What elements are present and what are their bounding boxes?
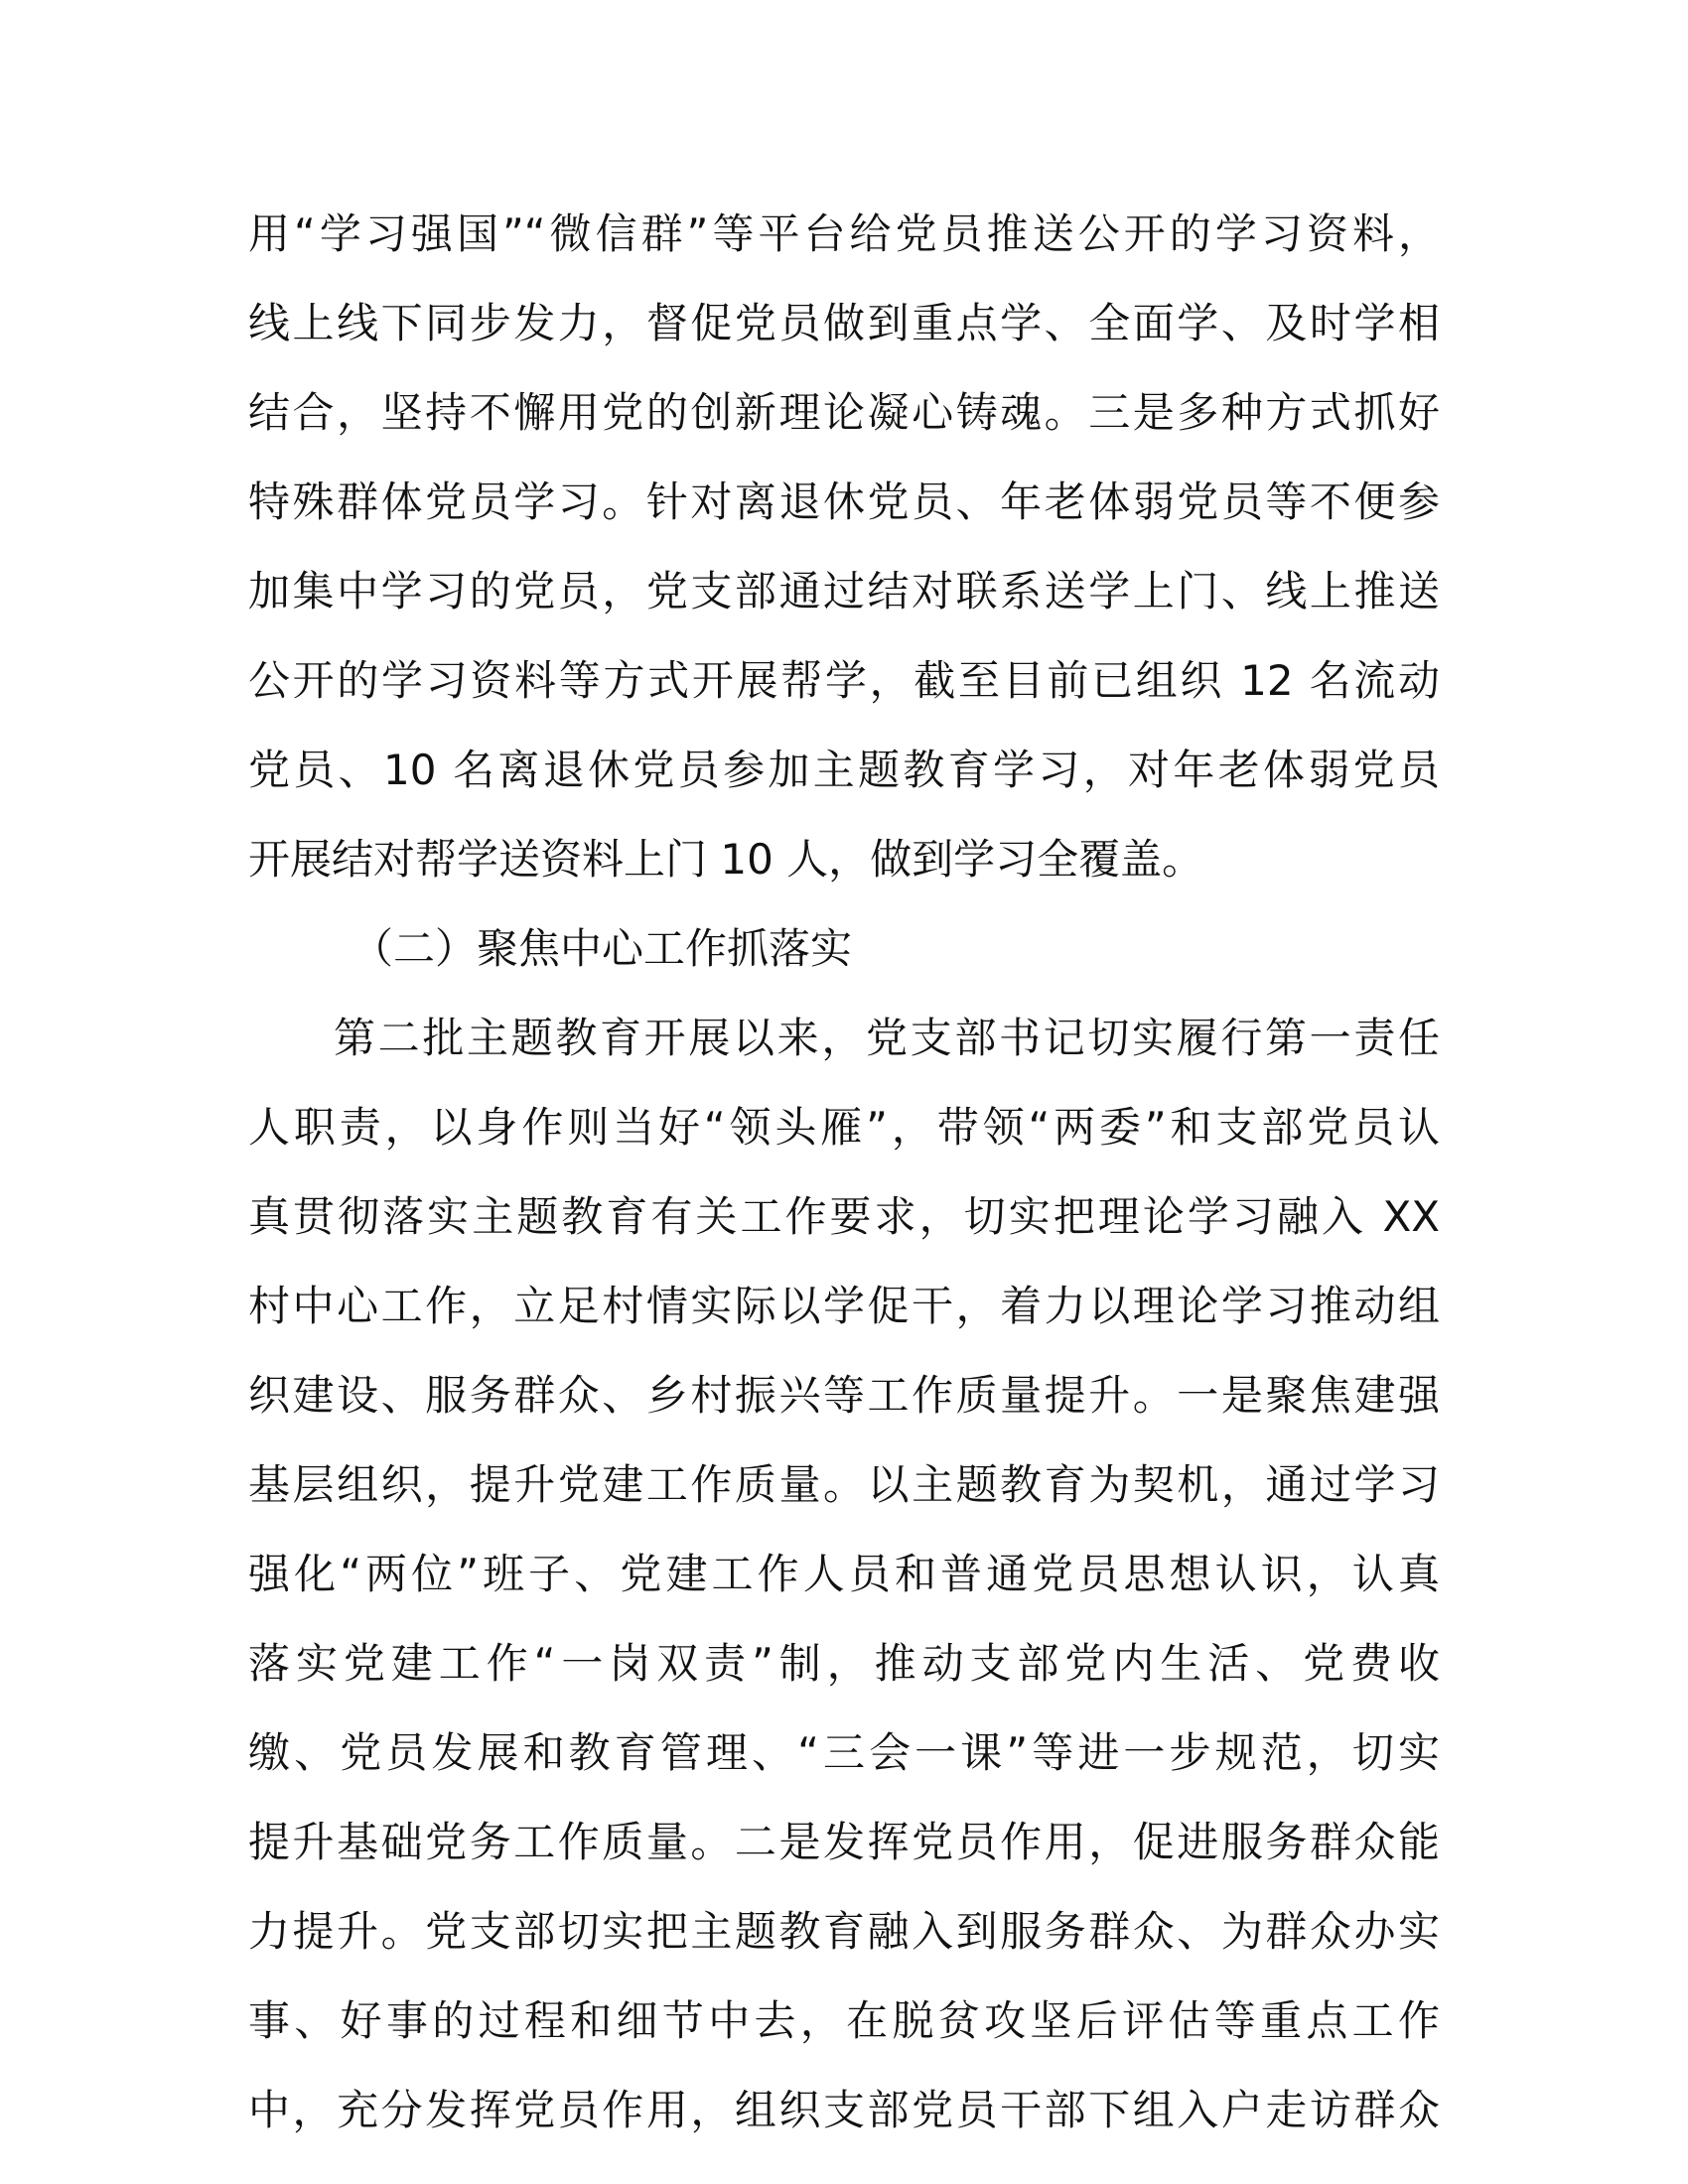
section-heading: （二）聚焦中心工作抓落实 [352, 924, 853, 973]
paragraph-2-line-8: 落实党建工作“一岗双责”制，推动支部党内生活、党费收 [248, 1639, 1440, 1688]
paragraph-2-line-12: 事、好事的过程和细节中去，在脱贫攻坚后评估等重点工作 [248, 1996, 1440, 2045]
paragraph-2-line-10: 提升基础党务工作质量。二是发挥党员作用，促进服务群众能 [248, 1818, 1440, 1866]
paragraph-1-line-5: 加集中学习的党员，党支部通过结对联系送学上门、线上推送 [248, 567, 1440, 615]
paragraph-2-line-4: 村中心工作，立足村情实际以学促干，着力以理论学习推动组 [248, 1282, 1440, 1330]
paragraph-2-line-1: 第二批主题教育开展以来，党支部书记切实履行第一责任 [334, 1014, 1440, 1062]
paragraph-1-line-4: 特殊群体党员学习。针对离退休党员、年老体弱党员等不便参 [248, 478, 1440, 526]
paragraph-1-line-8: 开展结对帮学送资料上门 10 人，做到学习全覆盖。 [248, 835, 1204, 884]
paragraph-1-line-7: 党员、10 名离退休党员参加主题教育学习，对年老体弱党员 [248, 746, 1440, 794]
paragraph-2-line-11: 力提升。党支部切实把主题教育融入到服务群众、为群众办实 [248, 1907, 1440, 1956]
paragraph-2-line-2: 人职责，以身作则当好“领头雁”，带领“两委”和支部党员认 [248, 1103, 1440, 1152]
paragraph-2-line-13: 中，充分发挥党员作用，组织支部党员干部下组入户走访群众 [248, 2086, 1440, 2134]
paragraph-2-line-7: 强化“两位”班子、党建工作人员和普通党员思想认识，认真 [248, 1550, 1440, 1598]
paragraph-1-line-1: 用“学习强国”“微信群”等平台给党员推送公开的学习资料， [248, 209, 1440, 258]
paragraph-2-line-9: 缴、党员发展和教育管理、“三会一课”等进一步规范，切实 [248, 1728, 1440, 1777]
paragraph-1-line-3: 结合，坚持不懈用党的创新理论凝心铸魂。三是多种方式抓好 [248, 388, 1440, 437]
paragraph-1-line-6: 公开的学习资料等方式开展帮学，截至目前已组织 12 名流动 [248, 656, 1440, 705]
paragraph-1-line-2: 线上线下同步发力，督促党员做到重点学、全面学、及时学相 [248, 299, 1440, 347]
paragraph-2-line-6: 基层组织，提升党建工作质量。以主题教育为契机，通过学习 [248, 1460, 1440, 1509]
paragraph-2-line-5: 织建设、服务群众、乡村振兴等工作质量提升。一是聚焦建强 [248, 1371, 1440, 1420]
paragraph-2-line-3: 真贯彻落实主题教育有关工作要求，切实把理论学习融入 XX [248, 1192, 1440, 1241]
